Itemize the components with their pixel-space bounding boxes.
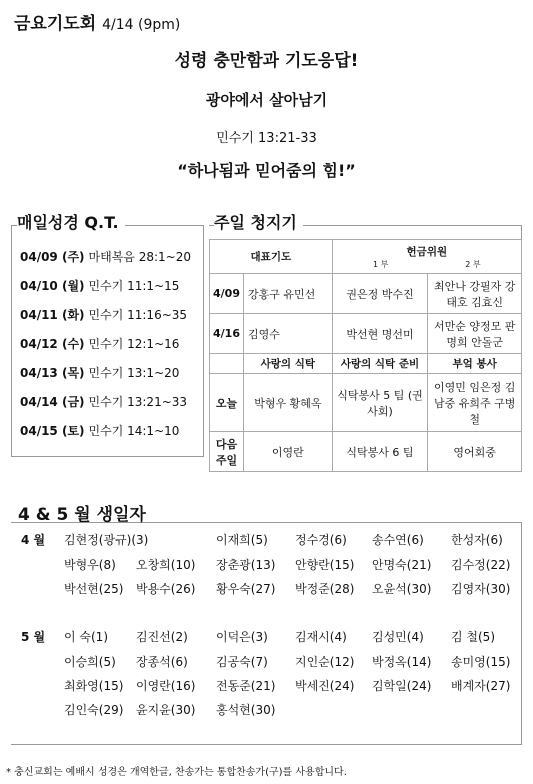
birthday-entry: 배계자(27) (451, 679, 511, 693)
qt-date: 04/12 (수) (20, 337, 85, 351)
birthday-entry: 이승희(5) (64, 655, 116, 669)
birthday-entry: 김진선(2) (136, 630, 188, 644)
qt-date: 04/10 (월) (20, 279, 85, 293)
birthday-entry: 이 숙(1) (64, 630, 108, 644)
qt-verse: 민수기 11:1~15 (88, 279, 180, 293)
birthday-entry: 이영란(16) (136, 679, 196, 693)
kitchen-header: 부엌 봉사 (428, 354, 522, 374)
qt-date: 04/09 (주) (20, 250, 85, 264)
meal-header: 사랑의 식탁 (243, 354, 332, 374)
sermon-quote: “하나됨과 믿어줌의 힘!” (177, 161, 356, 180)
next-prep: 식탁봉사 6 팀 (332, 432, 428, 472)
birthday-entry: 박정옥(14) (372, 655, 432, 669)
qt-verse: 민수기 14:1~10 (88, 424, 180, 438)
qt-verse: 민수기 12:1~16 (88, 337, 180, 351)
qt-item (20, 335, 191, 364)
sunday-header-row (210, 240, 522, 274)
sunday-table (209, 239, 522, 472)
sunday-title: 주일 청지기 (214, 210, 303, 233)
birthday-entry: 안명숙(21) (372, 558, 432, 572)
birthday-entry: 박용수(26) (136, 582, 196, 596)
sunday-row (210, 314, 522, 354)
birthday-entry: 박세진(24) (295, 679, 355, 693)
birthday-entry: 김영자(30) (451, 582, 511, 596)
page-header (14, 9, 180, 34)
birthday-entry: 김학일(24) (372, 679, 432, 693)
qt-list (20, 248, 191, 451)
row-date: 4/09 (210, 274, 244, 314)
birthday-entry: 김성민(4) (372, 630, 424, 644)
birthday-entry: 오윤석(30) (372, 582, 432, 596)
header-title: 금요기도회 (14, 14, 97, 34)
sunday-row (210, 274, 522, 314)
sunday-divider-right (521, 225, 522, 240)
birthday-entry: 송수연(6) (372, 533, 424, 547)
sermon-main-title: 성령 충만함과 기도응답! (174, 51, 359, 71)
row-date: 4/16 (210, 314, 244, 354)
qt-item (20, 306, 191, 335)
birthday-entry: 박선현(25) (64, 582, 124, 596)
birthday-entry: 한성자(6) (451, 533, 503, 547)
qt-title: 매일성경 Q.T. (17, 210, 125, 233)
birthday-entry: 정수경(6) (295, 533, 347, 547)
offering-header-label: 헌금위원 (406, 245, 448, 258)
next-row (210, 432, 522, 472)
birthday-entry: 박정준(28) (295, 582, 355, 596)
birthday-entry: 전동준(21) (216, 679, 276, 693)
qt-item (20, 277, 191, 306)
meal-header-row (210, 354, 522, 374)
qt-item (20, 422, 191, 451)
birthday-entry: 이재희(5) (216, 533, 268, 547)
today-label: 오늘 (210, 374, 244, 432)
qt-verse: 민수기 13:1~20 (88, 366, 180, 380)
prayer-names: 김영수 (243, 314, 332, 354)
birthday-entry: 김수정(22) (451, 558, 511, 572)
birthday-entry: 윤지윤(30) (136, 703, 196, 717)
qt-verse: 민수기 13:21~33 (88, 395, 188, 409)
birthday-entry: 이덕은(3) (216, 630, 268, 644)
footnote: * 충신교회는 예배시 성경은 개역한글, 찬송가는 통합찬송가(구)를 사용합니다. (6, 767, 347, 778)
birthday-title: 4 & 5 월 생일자 (18, 505, 146, 525)
offering-header (332, 240, 521, 274)
part1-label: 1 부 (373, 259, 389, 269)
birthday-entry: 장종석(6) (136, 655, 188, 669)
birthday-entry: 박형우(8) (64, 558, 116, 572)
today-row (210, 374, 522, 432)
sermon-subtitle: 광야에서 살아남기 (205, 91, 328, 109)
birthday-entry: 황우숙(27) (216, 582, 276, 596)
offering-part1: 권은정 박수진 (332, 274, 428, 314)
qt-verse: 마태복음 28:1~20 (88, 250, 191, 264)
today-kitchen: 이영민 임은정 김남중 유희주 구병철 (428, 374, 522, 432)
meal-prep-header: 사랑의 식탁 준비 (332, 354, 428, 374)
birthday-entry: 송미영(15) (451, 655, 511, 669)
birthday-entry: 최화영(15) (64, 679, 124, 693)
qt-item (20, 248, 191, 277)
birthday-entry: 홍석현(30) (216, 703, 276, 717)
birthday-entry: 김재시(4) (295, 630, 347, 644)
may-label: 5 월 (21, 630, 46, 644)
part2-label: 2 부 (465, 259, 481, 269)
offering-part2: 서만순 양정모 판명희 안돌군 (428, 314, 522, 354)
prayer-names: 강홍구 유민선 (243, 274, 332, 314)
qt-date: 04/11 (화) (20, 308, 85, 322)
birthday-entry: 김인숙(29) (64, 703, 124, 717)
birthday-entry: 오창희(10) (136, 558, 196, 572)
offering-part2: 최안나 강필자 강태호 김효신 (428, 274, 522, 314)
qt-item (20, 393, 191, 422)
qt-date: 04/14 (금) (20, 395, 85, 409)
today-prep: 식탁봉사 5 팀 (권사회) (332, 374, 428, 432)
birthday-entry: 김 철(5) (451, 630, 495, 644)
qt-item (20, 364, 191, 393)
prayer-header: 대표기도 (210, 240, 333, 274)
today-meal: 박형우 황혜옥 (243, 374, 332, 432)
birthday-entry: 장춘광(13) (216, 558, 276, 572)
birthday-entry: 안향란(15) (295, 558, 355, 572)
birthday-entry: 김현정(광규)(3) (64, 533, 149, 547)
offering-parts (335, 259, 519, 270)
birthday-entry: 지인순(12) (295, 655, 355, 669)
qt-verse: 민수기 11:16~35 (88, 308, 188, 322)
april-label: 4 월 (21, 533, 46, 547)
sermon-reference: 민수기 13:21-33 (216, 131, 317, 146)
offering-part1: 박선현 명선미 (332, 314, 428, 354)
next-label: 다음 주일 (210, 432, 244, 472)
next-meal: 이영란 (243, 432, 332, 472)
qt-date: 04/13 (목) (20, 366, 85, 380)
next-kitchen: 영어회중 (428, 432, 522, 472)
birthday-entry: 김공숙(7) (216, 655, 268, 669)
header-date: 4/14 (9pm) (102, 17, 181, 33)
qt-date: 04/15 (토) (20, 424, 85, 438)
